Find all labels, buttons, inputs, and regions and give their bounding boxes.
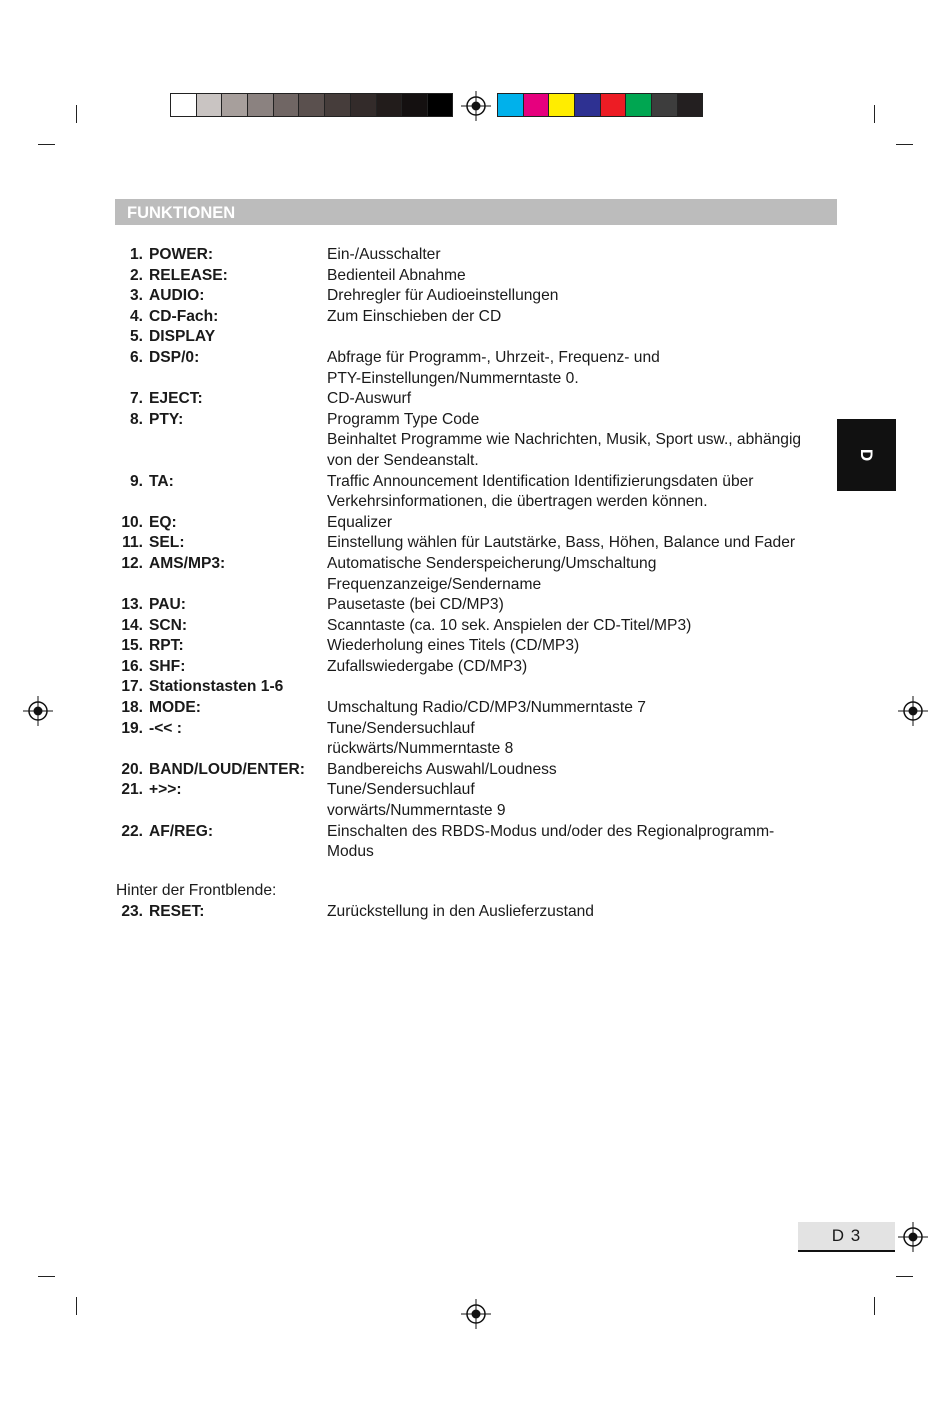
list-item-reset [115,902,855,923]
gray-swatch [247,93,273,117]
registration-mark-icon [898,1222,928,1252]
registration-mark-icon [461,91,491,121]
color-swatch [523,93,549,117]
item-label: DISPLAY [149,328,216,346]
item-description: Pausetaste (bei CD/MP3) [327,596,504,614]
gray-swatch [350,93,376,117]
item-label: RPT: [149,637,184,655]
list-item [115,698,855,719]
item-number: 23. [121,903,143,920]
color-swatch [651,93,677,117]
list-item [115,286,855,307]
item-number: 13. [121,596,143,614]
item-number: 9. [129,472,143,490]
section-title: FUNKTIONEN [115,199,837,225]
item-number: 5. [129,328,143,346]
item-label: EQ: [149,513,177,531]
color-swatch [625,93,651,117]
item-description: CD-Auswurf [327,390,412,408]
item-number: 3. [129,287,143,305]
item-number: 8. [129,410,143,428]
item-description: Einschalten des RBDS-Modus und/oder des Regionalprogramm- Modus [327,822,775,861]
item-label: EJECT: [149,390,203,408]
list-item [115,760,855,781]
item-number: 4. [129,307,143,325]
item-description [327,677,855,698]
function-list [115,245,855,863]
item-label: PTY: [149,410,184,428]
item-label: SCN: [149,616,188,634]
item-description: Wiederholung eines Titels (CD/MP3) [327,637,580,655]
item-number: 19. [121,719,143,737]
gray-swatch [196,93,222,117]
item-label: DSP/0: [149,348,200,366]
gray-swatch [221,93,247,117]
item-description: Zurückstellung in den Auslieferzustand [327,903,594,920]
gray-swatch-bar [170,93,453,119]
item-description [327,327,855,348]
item-label: AMS/MP3: [149,554,226,572]
item-description: Tune/Sendersuchlauf rückwärts/Nummerntaste 8 [327,719,514,758]
crop-mark [874,105,875,123]
item-description: Equalizer [327,513,393,531]
list-item [115,266,855,287]
list-item [115,595,855,616]
gray-swatch [376,93,402,117]
gray-swatch [324,93,350,117]
list-item [115,472,855,513]
item-number: 12. [121,554,143,572]
registration-mark-icon [23,696,53,726]
list-item [115,636,855,657]
registration-mark-icon [898,696,928,726]
gray-swatch [273,93,299,117]
list-item [115,307,855,328]
item-description: Abfrage für Programm-, Uhrzeit-, Frequenz- und PTY-Einstellungen/Nummerntaste 0. [327,348,660,387]
item-number: 20. [121,760,143,778]
crop-mark [896,1276,913,1277]
list-item [115,245,855,266]
language-tab [837,419,896,491]
item-label: +>>: [149,781,182,799]
item-number: 1. [129,246,143,263]
item-number: 11. [122,534,143,552]
list-item [115,533,855,554]
registration-mark-icon [461,1299,491,1329]
item-number: 21. [121,781,143,799]
language-tab-label: D [857,448,877,462]
crop-mark [896,144,913,145]
list-item [115,822,855,863]
crop-mark [38,1276,55,1277]
list-item [115,389,855,410]
item-label: RELEASE: [149,266,228,284]
list-item [115,780,855,821]
gray-swatch [298,93,324,117]
item-number: 6. [129,348,143,366]
list-item [115,719,855,760]
list-item [115,348,855,389]
color-swatch [548,93,574,117]
item-number: 16. [121,657,143,675]
item-label: BAND/LOUD/ENTER: [149,760,305,778]
item-description: Bedienteil Abnahme [327,266,466,284]
item-label: SHF: [149,657,186,675]
item-label: CD-Fach: [149,307,219,325]
item-number: 2. [129,266,143,284]
item-label: POWER: [149,246,214,263]
item-label: Stationstasten 1-6 [149,678,284,696]
item-description: Tune/Sendersuchlauf vorwärts/Nummerntaste 9 [327,781,506,820]
item-number: 10. [121,513,143,531]
crop-mark [76,105,77,123]
item-description: Einstellung wählen für Lautstärke, Bass, Höhen, Balance und Fader [327,534,796,552]
item-label: AUDIO: [149,287,205,305]
list-item [115,410,855,472]
item-number: 18. [121,699,143,717]
item-number: 15. [121,637,143,655]
item-label: AF/REG: [149,822,214,840]
item-label: TA: [149,472,174,490]
item-description: Traffic Announcement Identification Identifizierungsdaten über Verkehrsinformationen, die übertragen werden können. [327,472,754,511]
item-number: 7. [129,390,143,408]
page-number: D 3 [798,1222,895,1252]
list-item [115,554,855,595]
item-description: Zufallswiedergabe (CD/MP3) [327,657,528,675]
list-item [115,616,855,637]
crop-mark [38,144,55,145]
item-number: 14. [121,616,143,634]
list-item [115,677,855,698]
list-item [115,327,855,348]
item-description: Drehregler für Audioeinstellungen [327,287,559,305]
crop-mark [874,1297,875,1315]
item-description: Umschaltung Radio/CD/MP3/Nummerntaste 7 [327,699,646,717]
item-number: 17. [121,678,143,696]
list-item [115,657,855,678]
item-description: Bandbereichs Auswahl/Loudness [327,760,557,778]
item-label: -<< : [149,719,182,737]
color-swatch [497,93,523,117]
gray-swatch [427,93,453,117]
color-swatch-bar [497,93,703,119]
item-number: 22. [121,822,143,840]
item-label: PAU: [149,596,186,614]
item-label: MODE: [149,699,201,717]
item-label: RESET: [149,903,205,920]
color-swatch [600,93,626,117]
item-label: SEL: [149,534,185,552]
color-swatch [677,93,703,117]
front-panel-note: Hinter der Frontblende: [116,882,277,899]
list-item [115,513,855,534]
color-swatch [574,93,600,117]
item-description: Programm Type Code Beinhaltet Programme wie Nachrichten, Musik, Sport usw., abhängig von der Sendeanstalt. [327,410,802,469]
item-description: Zum Einschieben der CD [327,307,502,325]
item-description: Automatische Senderspeicherung/Umschaltung Frequenzanzeige/Sendername [327,554,657,593]
item-description: Ein-/Ausschalter [327,246,441,263]
gray-swatch [401,93,427,117]
crop-mark [76,1297,77,1315]
gray-swatch [170,93,196,117]
item-description: Scanntaste (ca. 10 sek. Anspielen der CD-Titel/MP3) [327,616,692,634]
